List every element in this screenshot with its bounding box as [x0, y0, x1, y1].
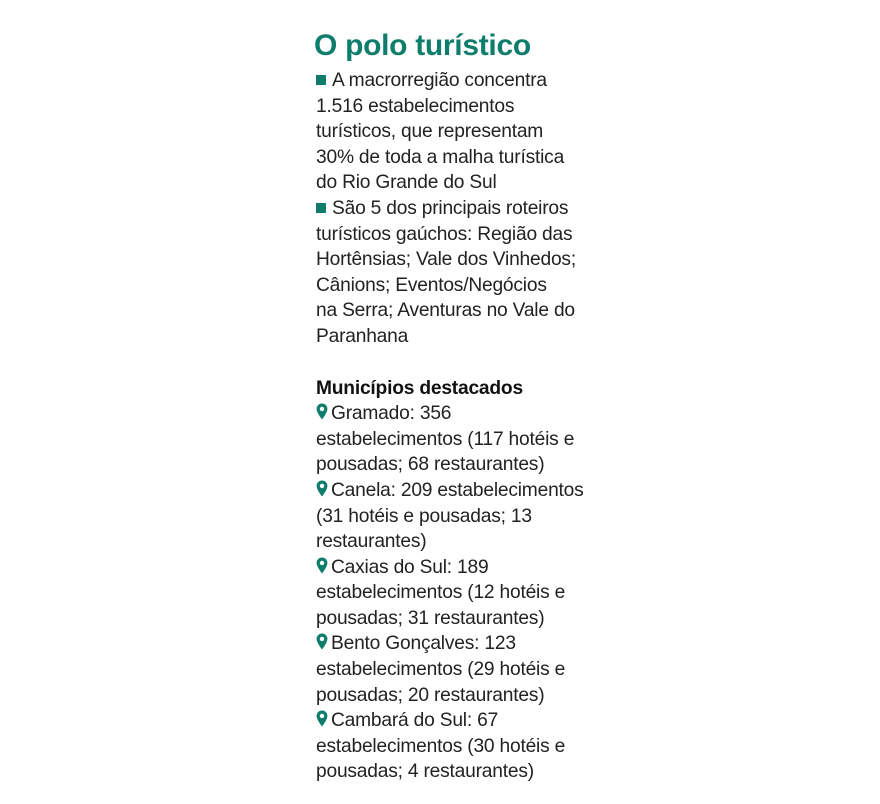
location-pin-icon — [316, 403, 328, 420]
bullet-line: do Rio Grande do Sul — [316, 172, 497, 194]
bullet-line: 30% de toda a malha turística — [316, 146, 565, 168]
municipality-line: Canela: 209 estabelecimentos — [331, 479, 584, 501]
municipality-item-caxias-do-sul — [316, 555, 616, 632]
bullet-line: 1.516 estabelecimentos — [316, 95, 515, 117]
bullet-line: Cânions; Eventos/Negócios — [316, 274, 547, 296]
location-pin-icon — [316, 480, 328, 497]
square-bullet-icon — [316, 203, 326, 213]
municipality-line: pousadas; 4 restaurantes) — [316, 761, 534, 783]
bullet-line: São 5 dos principais roteiros — [332, 197, 569, 219]
bullet-line: turísticos gaúchos: Região das — [316, 223, 573, 245]
bullet-line: Hortênsias; Vale dos Vinhedos; — [316, 249, 576, 271]
bullet-list — [316, 68, 616, 350]
location-pin-icon — [316, 633, 328, 650]
section-spacer — [316, 350, 616, 376]
municipality-item-bento-goncalves — [316, 631, 616, 708]
bullet-line: Paranhana — [316, 325, 409, 347]
municipality-line: restaurantes) — [316, 531, 427, 553]
bullet-line: turísticos, que representam — [316, 121, 544, 143]
municipality-line: Cambará do Sul: 67 — [331, 710, 499, 732]
municipalities-heading: Municípios destacados — [316, 377, 523, 399]
location-pin-icon — [316, 557, 328, 574]
bullet-item-1 — [316, 68, 616, 196]
municipality-item-gramado — [316, 401, 616, 478]
municipality-line: Caxias do Sul: 189 — [331, 556, 489, 578]
municipality-line: pousadas; 20 restaurantes) — [316, 684, 545, 706]
municipality-line: Bento Gonçalves: 123 — [331, 633, 516, 655]
page-title: O polo turístico — [314, 29, 531, 62]
municipality-line: estabelecimentos (29 hotéis e — [316, 659, 566, 681]
bullet-line: na Serra; Aventuras no Vale do — [316, 300, 575, 322]
location-pin-icon — [316, 710, 328, 727]
bullet-item-2 — [316, 196, 616, 350]
municipality-item-cambara-do-sul — [316, 708, 616, 785]
municipality-line: pousadas; 31 restaurantes) — [316, 607, 545, 629]
bullet-line: A macrorregião concentra — [332, 70, 547, 91]
municipality-line: pousadas; 68 restaurantes) — [316, 454, 545, 476]
municipality-line: estabelecimentos (12 hotéis e — [316, 582, 566, 604]
municipality-line: Gramado: 356 — [331, 403, 452, 425]
tourism-info-panel — [316, 26, 616, 785]
municipality-line: estabelecimentos (30 hotéis e — [316, 735, 566, 757]
municipality-line: estabelecimentos (117 hotéis e — [316, 428, 575, 450]
square-bullet-icon — [316, 75, 326, 85]
municipality-item-canela — [316, 478, 616, 555]
municipality-line: (31 hotéis e pousadas; 13 — [316, 505, 532, 527]
municipalities-section — [316, 376, 616, 786]
